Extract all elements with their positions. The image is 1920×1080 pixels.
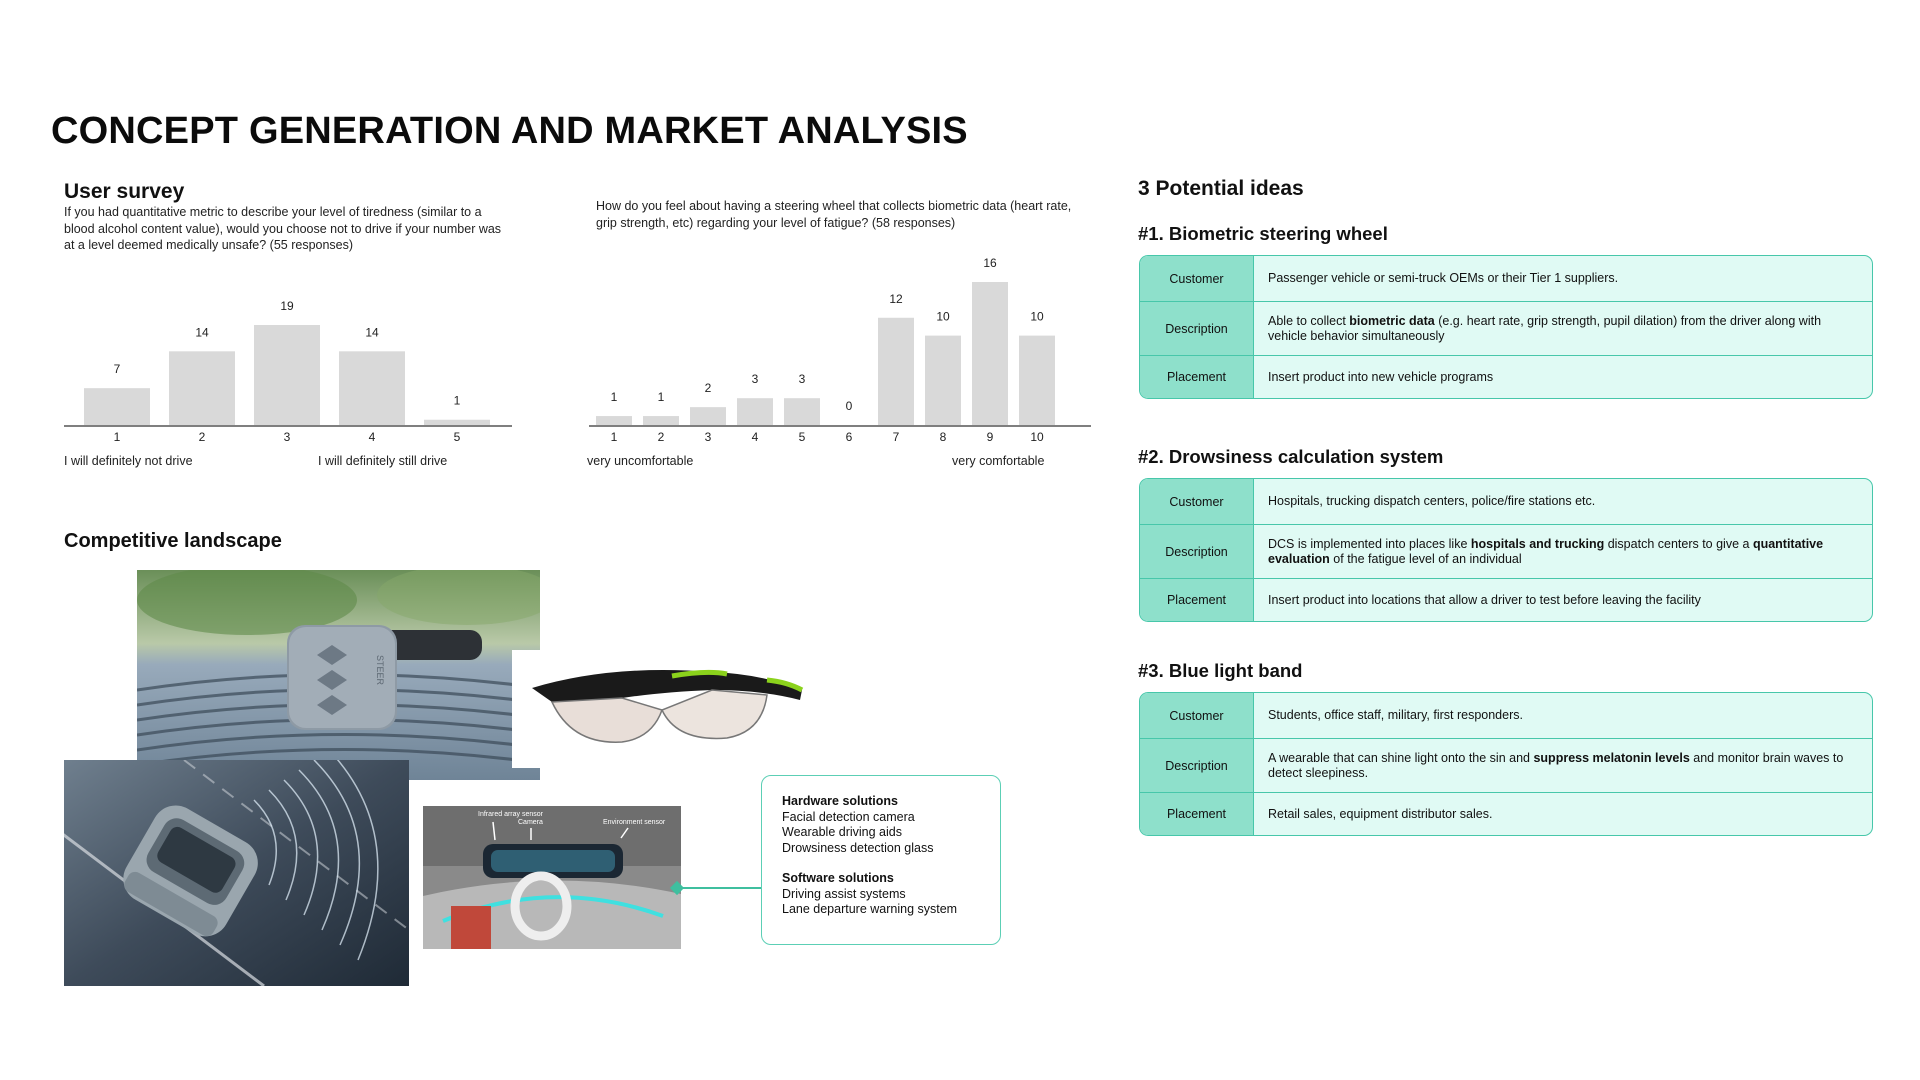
chart2-category-label: 9 — [986, 430, 994, 444]
survey-question-2: How do you feel about having a steering wheel that collects biometric data (heart rate, grip strength, etc) regarding your level of fatigue? (58 responses) — [596, 199, 1072, 230]
hardware-item: Drowsiness detection glass — [782, 840, 934, 855]
row-key: Placement — [1140, 793, 1254, 835]
chart1-bar — [169, 351, 235, 425]
chart2-bar — [596, 416, 632, 425]
glasses-photo — [512, 650, 808, 768]
row-value: Insert product into new vehicle programs — [1268, 369, 1494, 384]
chart1-category-label: 4 — [368, 430, 376, 444]
wristband-photo — [137, 570, 540, 780]
chart2-bar — [1019, 336, 1055, 425]
wristband-brand-text: STEER — [375, 655, 385, 686]
chart2-category-label: 3 — [704, 430, 712, 444]
chart2-value-label: 16 — [983, 256, 997, 270]
row-value: Able to collect biometric data (e.g. heart rate, grip strength, pupil dilation) from the driver along with vehicle behavior simultaneously — [1268, 313, 1822, 343]
row-key: Placement — [1140, 579, 1254, 621]
idea-1-table — [1139, 255, 1873, 399]
idea-3-table — [1139, 692, 1873, 836]
chart2-bar — [878, 318, 914, 425]
idea-2-placement-row — [1140, 578, 1872, 621]
hardware-solutions-heading: Hardware solutions — [782, 794, 898, 808]
idea-2-customer-row — [1140, 479, 1872, 524]
chart2-value-label: 10 — [1030, 309, 1044, 324]
car-sensor-photo — [64, 760, 409, 986]
chart2-category-label: 7 — [892, 430, 900, 444]
survey-question-1: If you had quantitative metric to describe your level of tiredness (similar to a blood alcohol content value), would you choose not to drive if your number was at a level deemed medically unsafe? (55 responses) — [64, 205, 502, 252]
row-value: Passenger vehicle or semi-truck OEMs or their Tier 1 suppliers. — [1268, 271, 1619, 285]
idea-1-placement-row — [1140, 355, 1872, 398]
hardware-item: Wearable driving aids — [782, 825, 902, 839]
idea-3-description-row — [1140, 738, 1872, 792]
software-item: Lane departure warning system — [782, 902, 958, 916]
idea-3-title: #3. Blue light band — [1138, 660, 1303, 681]
chart2-category-label: 1 — [610, 430, 618, 444]
page-title: CONCEPT GENERATION AND MARKET ANALYSIS — [51, 110, 968, 152]
chart1-bar — [84, 388, 150, 425]
chart1-value-label: 19 — [280, 299, 294, 313]
chart2-low-label: very uncomfortable — [587, 454, 694, 468]
competitive-landscape-heading: Competitive landscape — [64, 530, 282, 552]
chart2-value-label: 2 — [704, 381, 712, 396]
row-key: Customer — [1140, 256, 1254, 301]
chart1-category-label: 1 — [113, 430, 121, 444]
idea-2-description-row — [1140, 524, 1872, 578]
software-solutions-heading: Software solutions — [782, 871, 894, 885]
chart1-category-label: 5 — [453, 430, 461, 444]
camera-label: Camera — [518, 819, 543, 826]
chart2-value-label: 10 — [936, 309, 950, 324]
row-key: Customer — [1140, 479, 1254, 524]
chart2-category-label: 10 — [1030, 430, 1044, 444]
row-key: Description — [1140, 525, 1254, 578]
chart1-category-label: 2 — [198, 430, 206, 444]
row-value: DCS is implemented into places like hospitals and trucking dispatch centers to give a quantitative evaluation of the fatigue level of an individual — [1268, 536, 1824, 566]
chart1-high-label: I will definitely still drive — [318, 454, 448, 468]
steering-wheel-survey-chart — [585, 250, 1095, 444]
chart2-bar — [925, 336, 961, 425]
chart1-value-label: 1 — [453, 393, 461, 408]
chart2-bar — [784, 398, 820, 425]
chart2-value-label: 1 — [657, 390, 665, 405]
chart2-value-label: 1 — [610, 390, 618, 405]
chart2-bar — [643, 416, 679, 425]
chart1-value-label: 14 — [365, 325, 379, 340]
row-key: Description — [1140, 302, 1254, 355]
idea-1-description-row — [1140, 301, 1872, 355]
chart2-category-label: 6 — [845, 430, 853, 444]
row-value: Students, office staff, military, first responders. — [1268, 708, 1523, 722]
chart2-bar — [690, 407, 726, 425]
idea-1-title: #1. Biometric steering wheel — [1138, 223, 1388, 244]
idea-2-table — [1139, 478, 1873, 622]
tiredness-survey-chart — [60, 290, 520, 444]
chart1-bar — [254, 325, 320, 425]
chart2-category-label: 2 — [657, 430, 665, 444]
idea-3-customer-row — [1140, 693, 1872, 738]
chart2-category-label: 8 — [939, 430, 947, 444]
chart2-bar — [972, 282, 1008, 425]
chart1-bar — [339, 351, 405, 425]
car-interior-photo — [423, 806, 681, 949]
chart2-category-label: 5 — [798, 430, 806, 444]
chart1-value-label: 14 — [195, 325, 209, 340]
row-key: Description — [1140, 739, 1254, 792]
row-key: Placement — [1140, 356, 1254, 398]
chart2-category-label: 4 — [751, 430, 759, 444]
user-survey-heading: User survey — [64, 180, 185, 203]
row-key: Customer — [1140, 693, 1254, 738]
chart2-value-label: 12 — [889, 291, 903, 306]
infrared-sensor-label: Infrared array sensor — [478, 811, 543, 818]
chart2-high-label: very comfortable — [952, 454, 1045, 468]
chart1-bar — [424, 420, 490, 425]
row-value: Hospitals, trucking dispatch centers, police/fire stations etc. — [1268, 494, 1596, 508]
idea-1-customer-row — [1140, 256, 1872, 301]
software-item: Driving assist systems — [782, 886, 906, 901]
row-value: Insert product into locations that allow a driver to test before leaving the facility — [1268, 592, 1701, 607]
idea-3-placement-row — [1140, 792, 1872, 835]
environment-sensor-label: Environment sensor — [603, 819, 666, 826]
solutions-box — [761, 775, 1001, 945]
idea-2-title: #2. Drowsiness calculation system — [1138, 446, 1444, 467]
chart1-low-label: I will definitely not drive — [64, 454, 193, 468]
row-value: A wearable that can shine light onto the sin and suppress melatonin levels and monitor brain waves to detect sleepiness. — [1268, 750, 1844, 780]
chart1-category-label: 3 — [283, 430, 291, 444]
potential-ideas-heading: 3 Potential ideas — [1138, 177, 1304, 200]
chart1-value-label: 7 — [113, 362, 121, 377]
chart2-value-label: 3 — [798, 372, 806, 387]
row-value: Retail sales, equipment distributor sales. — [1268, 806, 1493, 821]
chart2-value-label: 3 — [751, 372, 759, 387]
solutions-connector-line — [677, 887, 761, 889]
chart2-value-label: 0 — [845, 399, 853, 413]
hardware-item: Facial detection camera — [782, 809, 915, 824]
chart2-bar — [737, 398, 773, 425]
